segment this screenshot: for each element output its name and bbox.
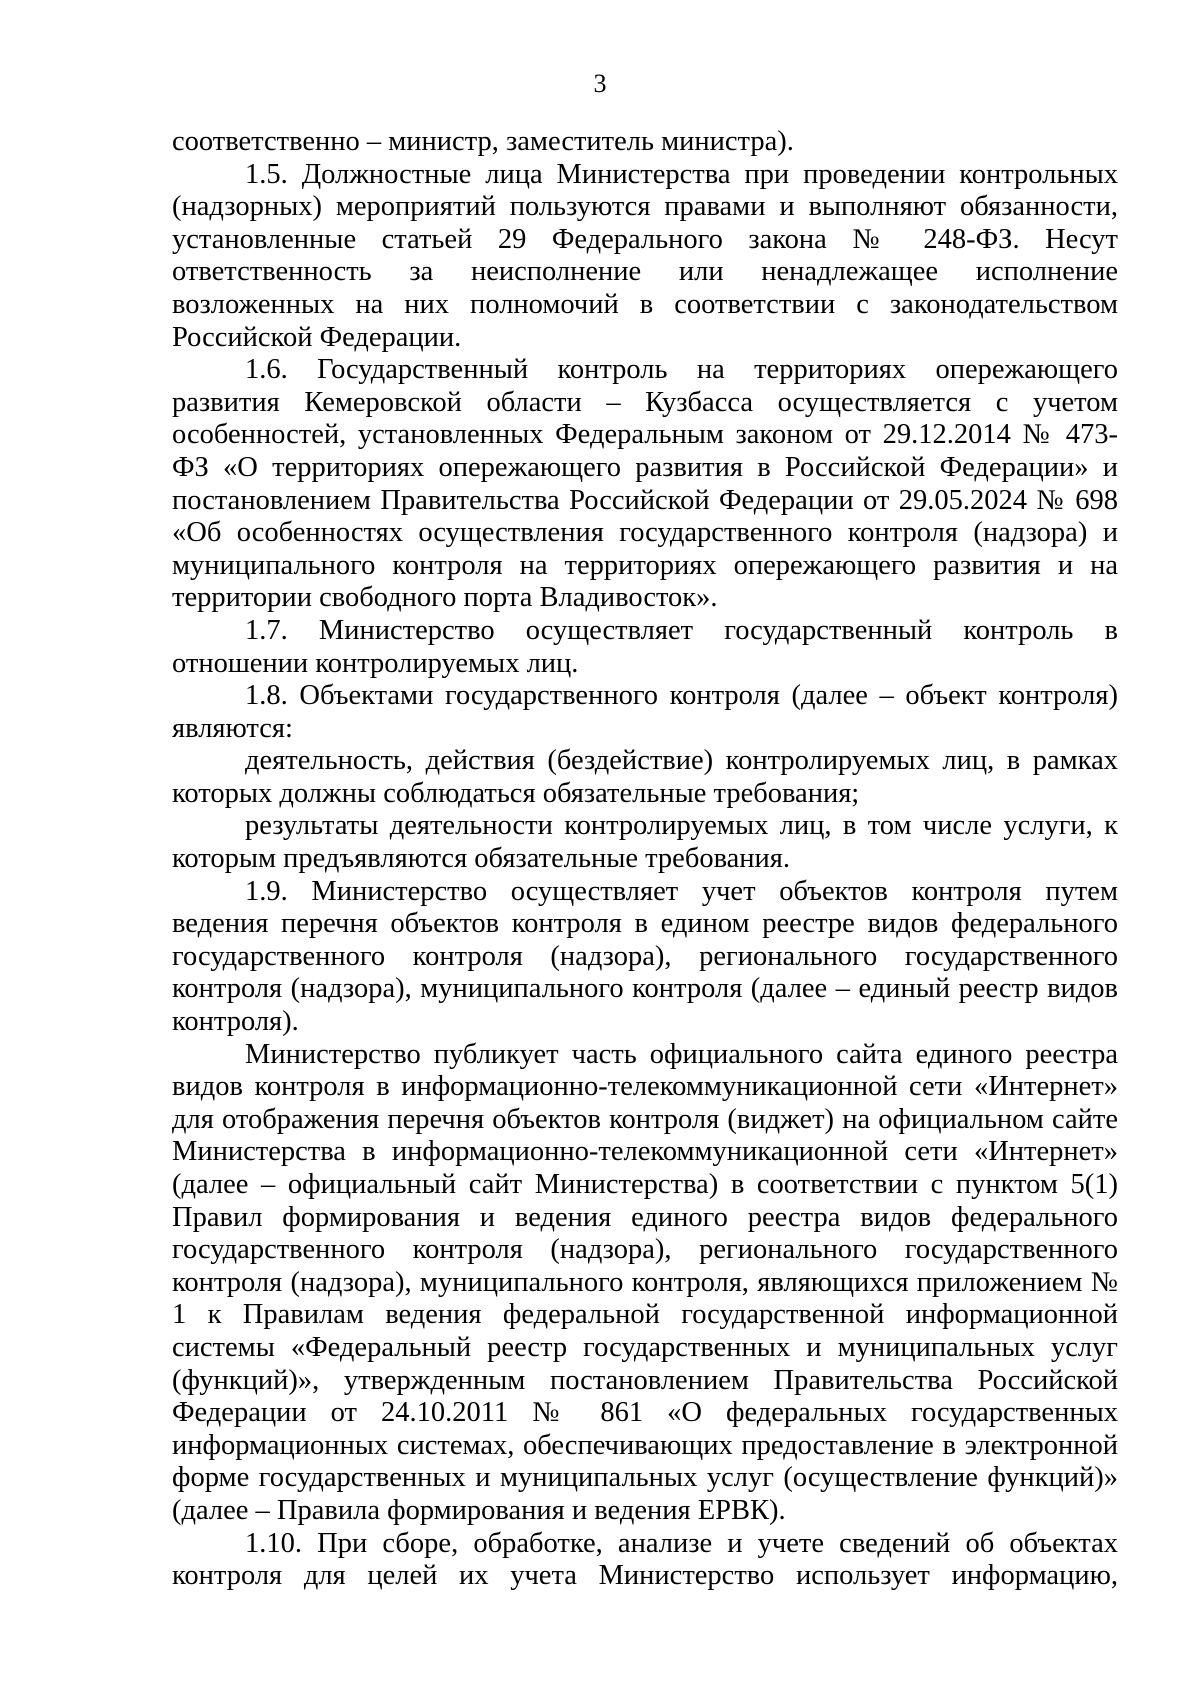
- paragraph-1-8: 1.8. Объектами государственного контроля (далее – объект контроля) являются:: [172, 680, 1118, 744]
- paragraph-1-8-item-2: результаты деятельности контролируемых лиц, в том числе услуги, к которым предъявляются обязательные требования.: [172, 810, 1118, 875]
- paragraph-1-6: 1.6. Государственный контроль на территориях опережающего развития Кемеровской области – Кузбасса осуществляется с учетом особенностей, установленных Федеральным законом от 29.12.2014 № 473-ФЗ «О территориях опережающего развития в Российской Федерации» и постановлением Правительства Российской Федерации от 29.05.2024 № 698 «Об особенностях осуществления государственного контроля (надзора) и муниципального контроля на территориях опережающего развития и на территории свободного порта Владивосток».: [172, 354, 1118, 614]
- paragraph-1-8-item-1: деятельность, действия (бездействие) контролируемых лиц, в рамках которых должны соблюдаться обязательные требования;: [172, 745, 1118, 809]
- paragraph-1-9-publication: Министерство публикует часть официального сайта единого реестра видов контроля в информационно-телекоммуникационной сети «Интернет» для отображения перечня объектов контроля (виджет) на официальном сайте Министерства в информационно-телекоммуникационной сети «Интернет» (далее – официальный сайт Министерства) в соответствии с пунктом 5(1) Правил формирования и ведения единого реестра видов федерального государственного контроля (надзора), регионального государственного контроля (надзора), муниципального контроля, являющихся приложением № 1 к Правилам ведения федеральной государственной информационной системы «Федеральный реестр государственных и муниципальных услуг (функций)», утвержденным постановлением Правительства Российской Федерации от 24.10.2011 № 861 «О федеральных государственных информационных системах, обеспечивающих предоставление в электронной форме государственных и муниципальных услуг (осуществление функций)» (далее – Правила формирования и ведения ЕРВК).: [172, 1038, 1118, 1526]
- paragraph-continuation: соответственно – министр, заместитель министра).: [172, 126, 794, 157]
- page-number: 3: [593, 69, 607, 98]
- document-body: [172, 126, 1118, 1593]
- paragraph-1-5: 1.5. Должностные лица Министерства при проведении контрольных (надзорных) мероприятий пользуются правами и выполняют обязанности, установленные статьей 29 Федерального закона № 248-ФЗ. Несут ответственность за неисполнение или ненадлежащее исполнение возложенных на них полномочий в соответствии с законодательством Российской Федерации.: [172, 158, 1118, 353]
- paragraph-1-7: 1.7. Министерство осуществляет государственный контроль в отношении контролируемых лиц.: [172, 614, 1118, 679]
- paragraph-1-10: 1.10. При сборе, обработке, анализе и учете сведений об объектах контроля для целей их учета Министерство использует информацию,: [172, 1527, 1118, 1592]
- paragraph-1-9: 1.9. Министерство осуществляет учет объектов контроля путем ведения перечня объектов контроля в едином реестре видов федерального государственного контроля (надзора), регионального государственного контроля (надзора), муниципального контроля (далее – единый реестр видов контроля).: [172, 875, 1118, 1038]
